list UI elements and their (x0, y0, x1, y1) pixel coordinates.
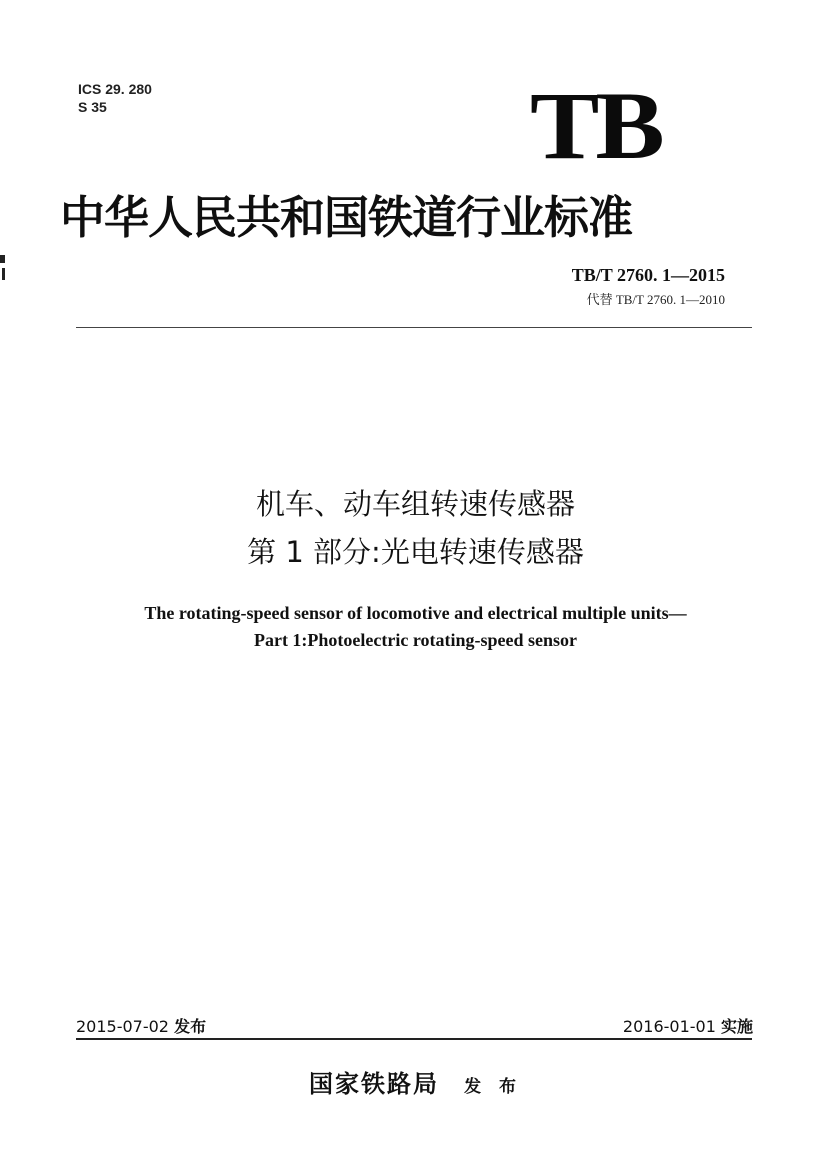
standard-number: TB/T 2760. 1—2015 (571, 265, 725, 285)
scan-mark (0, 255, 5, 263)
title-en-line1: The rotating-speed sensor of locomotive and electrical multiple units— (144, 603, 687, 623)
effective-date: 2016-01-01 (622, 1017, 716, 1036)
footer-divider (76, 1038, 752, 1040)
publisher-name: 国家铁路局 (308, 1069, 439, 1098)
classification-codes (78, 80, 152, 116)
title-en-line2: Part 1:Photoelectric rotating-speed sensor (253, 630, 578, 650)
class-code: S 35 (78, 99, 107, 115)
tb-logo: TB (530, 72, 661, 180)
standard-title: 中华人民共和国铁道行业标准 (60, 191, 633, 244)
title-zh-line2: 第 1 部分:光电转速传感器 (247, 535, 584, 569)
issue-label: 发布 (174, 1017, 207, 1036)
effective-date-block (623, 1016, 753, 1038)
replaces-note: 代替 TB/T 2760. 1—2010 (586, 292, 725, 307)
effective-label: 实施 (720, 1017, 753, 1036)
publisher-block (0, 1064, 831, 1099)
issue-date-block (76, 1016, 206, 1038)
publisher-action: 发 布 (464, 1077, 522, 1097)
scan-mark (2, 268, 5, 280)
ics-code: ICS 29. 280 (78, 81, 152, 97)
title-zh-line1: 机车、动车组转速传感器 (255, 487, 575, 521)
issue-date: 2015-07-02 (76, 1017, 169, 1036)
header-divider (76, 327, 752, 328)
